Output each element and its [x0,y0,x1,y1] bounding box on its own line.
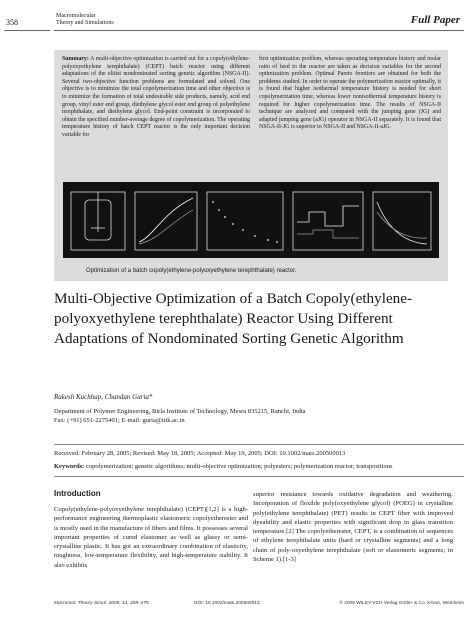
section-heading-introduction: Introduction [54,489,101,498]
keywords-label: Keywords: [54,463,85,470]
affiliation-block [54,407,454,425]
footer-citation: Macromol. Theory Simul. 2005, 14, 358–375 [54,601,149,606]
summary-left-column [62,56,250,140]
graphical-abstract-image [63,182,439,258]
article-title: Multi-Objective Optimization of a Batch Copoly(ethylene-polyoxyethylene terephthalate) Reactor Using Different Adaptations of Nondominated Sorting Genetic Algorithm [54,290,413,347]
summary-label: Summary: [62,56,89,62]
intro-left-column: Copoly(ethylene-polyoxyethylene terephthalate) (CEPT)[1,2] is a high-performance engineering thermoplastic elastomeric copolyetherester and is mostly used in the manufacture of fibers and films. It possesses several important properties of cured elastomer as well as glassy or semi-crystalline plastic. It has got an extraordinary combination of elasticity, toughness, low-temperature flexibility, and high-temperature stability. It also exhibits [54,506,248,569]
header-divider-left [4,30,50,31]
keywords-list: copolymerization; genetic algorithms; multi-objective optimization; polyesters; polymerization reactor; transpositions [85,463,393,470]
intro-right-column: superior resistance towards oxidative degradation and weathering. Incorporation of flexible poly(oxyethylene glycol) (POEG) in crystalline poly(ethylene terephthalate) (PET) results in CEPT fiber with improved dyeability and elastic properties with significant drop in glass transition temperature.[2] The copolyetherester, CEPT, is a combination of sequences of ethylene terephthalate units (hard or crystalline segments) and a long chain of poly-oxyethylene terephthalate (soft or elastomeric segments; in Scheme 1).[1-3] [253,491,453,564]
summary-right-column: first optimization problem, whereas operating temperature history and molar ratio of feed to the reactor are taken as decision variables for the second optimization problem. Optimal Pareto frontiers are obtained for both the problems studied. In order to operate the polymerization reactor optimally, it is found that higher isothermal temperature history is needed for short copolymerization time, whereas lower nonisothermal temperature history is required for higher copolymerization time. The results of NSGA-II technique are analyzed and compared with the jumping gene (JG) and adapted jumping gene (aJG) operator in NSGA-II separately. It is found that NSGA-II-JG is superior to NSGA-II and NSGA-II-aJG. [259,56,441,131]
keywords [54,463,464,470]
journal-name-line1: Macromolecular [56,13,96,19]
footer-doi: DOI: 10.1002/mats.200500013 [194,601,260,606]
footer-copyright: © 2005 WILEY-VCH Verlag GmbH & Co. KGaA, Weinheim [339,601,464,606]
article-dates: Received: February 28, 2005; Revised: May 18, 2005; Accepted: May 19, 2005; DOI: 10.1002/mats.200500013 [54,450,346,457]
contact-info: Fax: (+91) 651-2275401; E-mail: guria@iitk.ac.in [54,417,185,424]
header-divider [54,30,464,31]
divider-top [54,444,464,445]
page-number: 358 [6,18,18,27]
divider-bottom [54,476,464,477]
journal-name-line2: Theory and Simulations [56,20,114,26]
journal-name [56,13,176,27]
section-label: Full Paper [410,14,460,26]
affiliation: Department of Polymer Engineering, Birla Institute of Technology, Mesra 835215, Ranchi, India [54,408,306,415]
authors: Rakesh Kachhap, Chandan Guria* [54,393,153,401]
graphical-abstract-figure [63,182,439,258]
summary-left-text: A multi-objective optimization is carried out for a copoly(ethylene-polyoxyethylene terephthalate) (CEPT) batch reactor using different adaptations of the elitist nondominated sorting genetic algorithm (NSGA-II). Several two-objective function problems are formulated and solved. One objective is to minimize the total copolymerization time and other objective is to minimize the formation of total undesirable side products, namely, acid end group, vinyl ester end group, diethylene glycol ester end group of polyethylene terephthalate, and diethylene glycol. End-point constraint is incorporated to obtain the specified number-average degree of copolymerization. The operating temperature history of batch CEPT reactor is the only important decision variable for [62,56,250,138]
figure-caption: Optimization of a batch copoly(ethylene-polyoxyethylene terephthalate) reactor. [86,268,297,274]
